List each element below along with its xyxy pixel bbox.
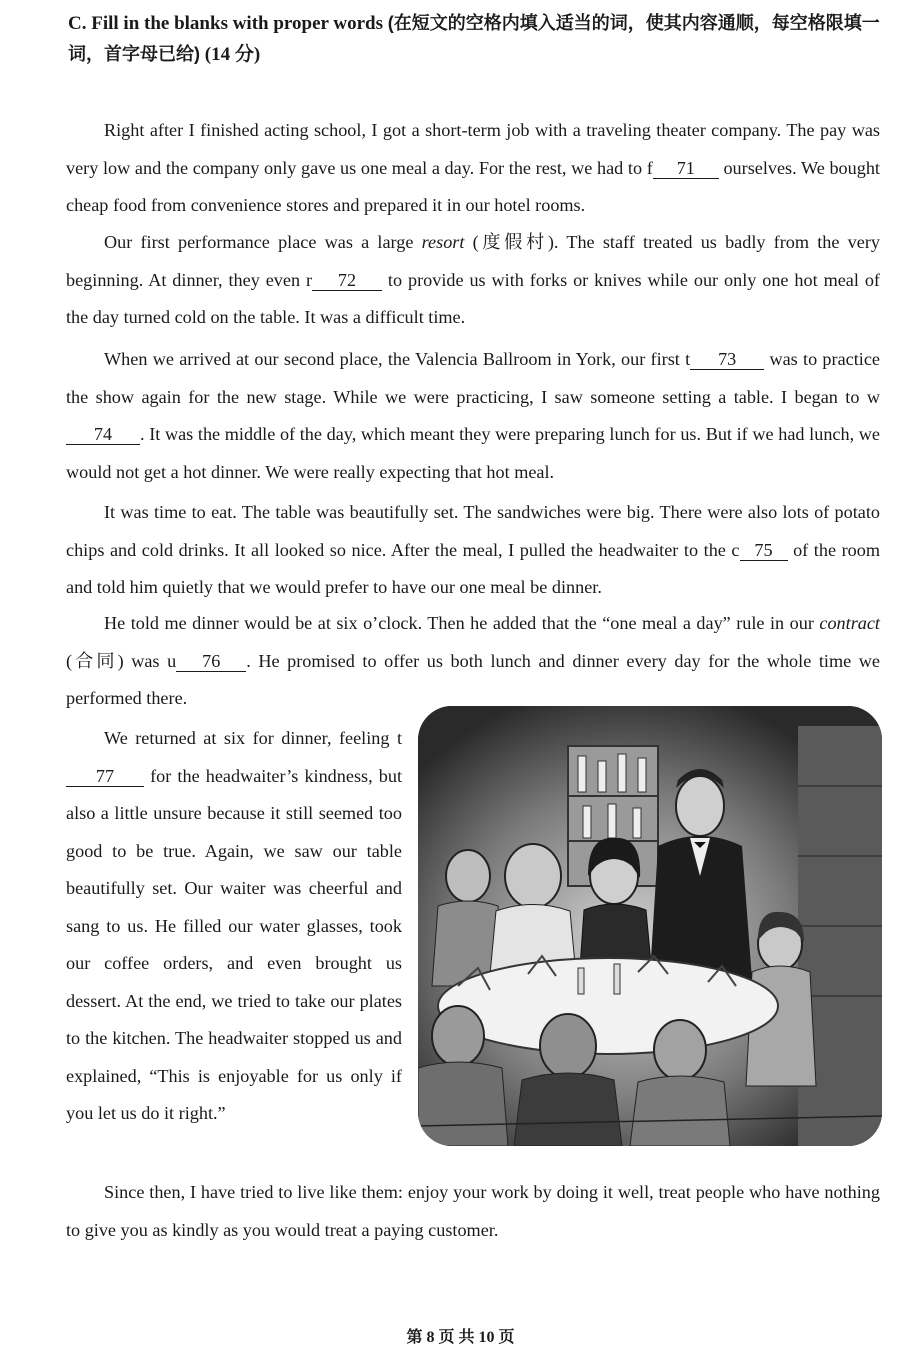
- contract-word: contract: [819, 613, 880, 633]
- blank-75[interactable]: 75: [740, 540, 788, 561]
- resort-word: resort: [421, 232, 465, 252]
- blank-71[interactable]: 71: [653, 158, 719, 179]
- blank-76[interactable]: 76: [176, 651, 246, 672]
- paragraph-4: It was time to eat. The table was beautifully set. The sandwiches were big. There were also lots of potato chips and cold drinks. It all looked so nice. After the meal, I pulled the headwaiter to the c 75 of the room and told him quietly that we would prefer to have our one meal be dinner.: [66, 502, 880, 597]
- blank-74[interactable]: 74: [66, 424, 140, 445]
- page-footer: 第 8 页 共 10 页: [406, 1329, 515, 1346]
- paragraph-1: Right after I finished acting school, I got a short-term job with a traveling theater company. The pay was very low and the company only gave us one meal a day. For the rest, we had to f 71 ourselves. We bought cheap food from convenience stores and prepared it in our hotel rooms.: [66, 120, 880, 215]
- section-instruction: (在短文的空格内填入适当的词，使其内容通顺，每空格限填一词，首字母已给): [68, 13, 880, 64]
- paragraph-6: We returned at six for dinner, feeling t77 for the headwaiter’s kindness, but also a little unsure because it still seemed too good to be true. Again, we saw our table beautifully set. Our waiter was cheerful and sang to us. He filled our water glasses, took our coffee orders, and even brought us dessert. At the end, we tried to take our plates to the kitchen. The headwaiter stopped us and explained, “This is enjoyable for us only if you let us do it right.”: [66, 728, 402, 1123]
- dinner-illustration: [418, 706, 882, 1146]
- paragraph-3: When we arrived at our second place, the Valencia Ballroom in York, our first t 73 was to practice the show again for the new stage. While we were practicing, I saw someone setting a table. I began to w74 . It was the middle of the day, which meant they were preparing lunch for us. But if we had lunch, we would not get a hot dinner. We were really expecting that hot meal.: [66, 349, 880, 482]
- blank-77[interactable]: 77: [66, 766, 144, 787]
- paragraph-2: Our first performance place was a large resort (度假村). The staff treated us badly from the very beginning. At dinner, they even r 72 to provide us with forks or knives while our only one hot meal of the day turned cold on the table. It was a difficult time.: [66, 232, 880, 327]
- blank-72[interactable]: 72: [312, 270, 382, 291]
- section-heading: [68, 8, 888, 70]
- blank-73[interactable]: 73: [690, 349, 764, 370]
- section-score: (14 分): [204, 44, 261, 65]
- paragraph-7: Since then, I have tried to live like them: enjoy your work by doing it well, treat people who have nothing to give you as kindly as you would treat a paying customer.: [66, 1182, 880, 1240]
- section-label: C. Fill in the blanks with proper words: [68, 13, 383, 34]
- paragraph-5: He told me dinner would be at six o’clock. Then he added that the “one meal a day” rule in our contract (合同) was u 76 . He promised to offer us both lunch and dinner every day for the whole time we performed there.: [66, 613, 880, 708]
